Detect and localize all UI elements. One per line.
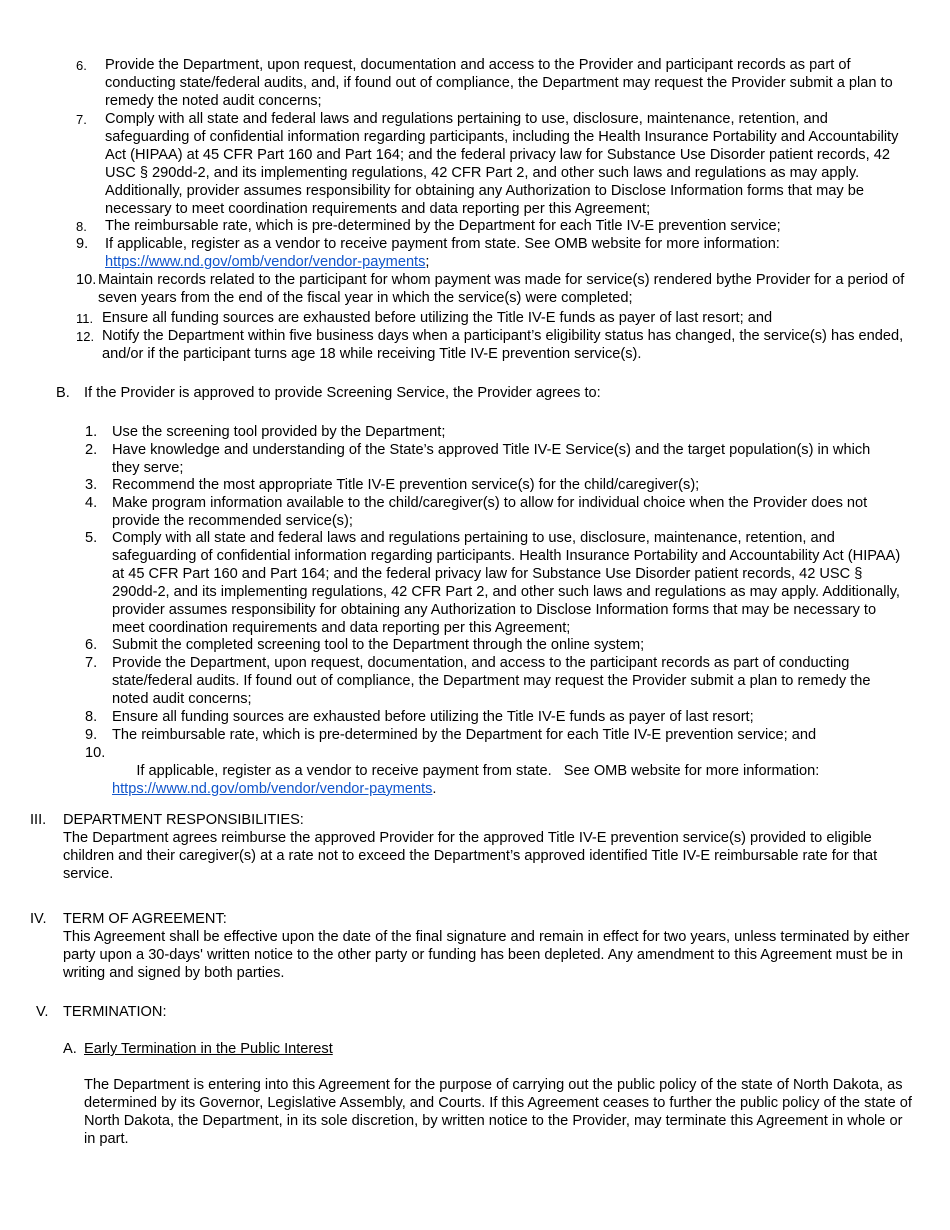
list-number: 5. [85,530,98,546]
list-text: Notify the Department within five business days when a participant’s eligibility status has changed, the service(s) has ended, and/or if the participant turns age 18 while receiving Title IV-E prevention service(s). [102,328,904,362]
list-number: 6. [85,637,98,653]
list-a-item-8 [76,218,911,236]
list-number: 2. [85,442,98,458]
section-4 [30,911,910,983]
list-b-item-6 [85,637,915,655]
sub-heading: Early Termination in the Public Interest [84,1041,333,1057]
section-heading: TERMINATION: [63,1004,167,1020]
list-number: 9. [85,727,98,743]
list-number: 7. [85,655,98,671]
list-text: If applicable, register as a vendor to receive payment from state. See OMB website for more information: [105,236,780,252]
list-number: 7. [76,112,87,127]
list-number: 6. [76,58,87,73]
list-text: Use the screening tool provided by the Department; [112,424,446,440]
section-3 [30,812,910,884]
list-text: Provide the Department, upon request, documentation, and access to the participant records as part of conducting state/federal audits. If found out of compliance, the Department may request the Provider submit a plan to remedy the noted audit concerns; [112,655,871,707]
section-body: This Agreement shall be effective upon the date of the final signature and remain in effect for two years, unless terminated by either party upon a 30-days' written notice to the other party or funding has been depleted. Any amendment to this Agreement must be in writing and signed by both parties. [63,928,910,981]
list-text: If applicable, register as a vendor to receive payment from state. See OMB website for more information: [136,762,820,779]
list-text: Provide the Department, upon request, documentation and access to the Provider and participant records as part of conducting state/federal audits, and, if found out of compliance, the Department may request the Provider submit a plan to remedy the noted audit concerns; [105,57,893,109]
section-body: The Department agrees reimburse the approved Provider for the approved Title IV-E prevention service(s) provided to eligible children and their caregiver(s) at a rate not to exceed the Department’s approved identified Title IV-E reimbursable rate for that service. [63,829,878,882]
list-number: 10. [76,272,97,288]
list-b-item-4 [85,495,895,531]
omb-vendor-link[interactable]: https://www.nd.gov/omb/vendor/vendor-payments [105,253,426,270]
section-5 [36,1004,916,1022]
list-text: Have knowledge and understanding of the State’s approved Title IV-E Service(s) and the target population(s) in which they serve; [112,442,871,476]
list-text: Comply with all state and federal laws and regulations pertaining to use, disclosure, maintenance, retention, and safeguarding of confidential information regarding participants. Health Insurance Portability and Accountability Act (HIPAA) at 45 CFR Part 160 and Part 164; and the federal privacy law for Substance Use Disorder patient records, 42 USC § 290dd-2, and its implementing regulations, 42 CFR Part 2, and other such laws and regulations as may apply. Additionally, provider assumes responsibility for obtaining any Authorization to Disclose Information forms that may be necessary to meet coordination requirements and data reporting per this Agreement; [112,530,901,636]
list-text: Maintain records related to the participant for whom payment was made for service(s) rendered bythe Provider for a period of seven years from the end of the fiscal year in which the service(s) were completed; [98,272,905,306]
list-a-item-9 [76,236,911,272]
section-heading: TERM OF AGREEMENT: [63,911,227,927]
list-number: 9. [76,236,89,252]
link-trailing-punctuation: . [432,780,437,797]
termination-body: The Department is entering into this Agreement for the purpose of carrying out the public policy of the state of North Dakota, as determined by its Governor, Legislative Assembly, and Courts. If this Agreement ceases to further the public policy of the state of North Dakota, the Department, in its sole discretion, by written notice to the Provider, may terminate this Agreement in whole or in part. [84,1077,912,1147]
list-number: 10. [85,745,106,761]
list-number: 11. [76,311,94,326]
section-text: If the Provider is approved to provide Screening Service, the Provider agrees to: [84,385,601,401]
list-b-item-5 [85,530,905,637]
sub-letter: A. [63,1041,77,1057]
list-text: Make program information available to the child/caregiver(s) to allow for individual choice when the Provider does not provide the recommended service(s); [112,495,868,529]
list-number: 3. [85,477,98,493]
list-b-item-9 [85,727,915,745]
section-heading: DEPARTMENT RESPONSIBILITIES: [63,812,304,828]
list-b-item-3 [85,477,915,495]
list-text: Comply with all state and federal laws and regulations pertaining to use, disclosure, maintenance, retention, and safeguarding of confidential information regarding participants, including the Health Insurance Portability and Accountability Act (HIPAA) at 45 CFR Part 160 and Part 164; and the federal privacy law for Substance Use Disorder patient records, 42 USC § 290dd-2, and its implementing regulations, 42 CFR Part 2, and other such laws and regulations as may apply. Additionally, provider assumes responsibility for obtaining any Authorization to Disclose Information forms that may be necessary to meet coordination requirements and data reporting per this Agreement; [105,111,899,217]
list-number: 12. [76,329,95,344]
list-b-item-7 [85,655,905,709]
list-number: 4. [85,495,98,511]
section-number: IV. [30,911,47,927]
section-number: III. [30,812,47,828]
list-a-item-6 [76,57,911,111]
list-a-item-11 [76,310,911,328]
section-5-sub-a [63,1041,913,1059]
list-text: The reimbursable rate, which is pre-determined by the Department for each Title IV-E prevention service; and [112,727,817,743]
list-number: 1. [85,424,98,440]
section-number: V. [36,1004,49,1020]
section-b-intro [56,385,916,403]
list-text: Recommend the most appropriate Title IV-E prevention service(s) for the child/caregiver(s); [112,477,700,493]
list-text: Submit the completed screening tool to the Department through the online system; [112,637,645,653]
list-number: 8. [85,709,98,725]
list-text: The reimbursable rate, which is pre-determined by the Department for each Title IV-E prevention service; [105,218,781,234]
list-text: Ensure all funding sources are exhausted before utilizing the Title IV-E funds as payer of last resort; [112,709,754,725]
section-letter: B. [56,385,70,401]
list-text: Ensure all funding sources are exhausted before utilizing the Title IV-E funds as payer of last resort; and [102,310,773,326]
list-b-item-2 [85,442,885,478]
list-a-item-10 [76,272,911,308]
list-b-item-1 [85,424,915,442]
list-number: 8. [76,219,87,234]
list-a-item-7 [76,111,916,218]
list-a-item-12 [76,328,911,364]
list-b-item-10 [85,745,915,817]
omb-vendor-link[interactable]: https://www.nd.gov/omb/vendor/vendor-payments [112,780,433,797]
list-b-item-8 [85,709,915,727]
link-trailing-punctuation: ; [425,253,430,270]
